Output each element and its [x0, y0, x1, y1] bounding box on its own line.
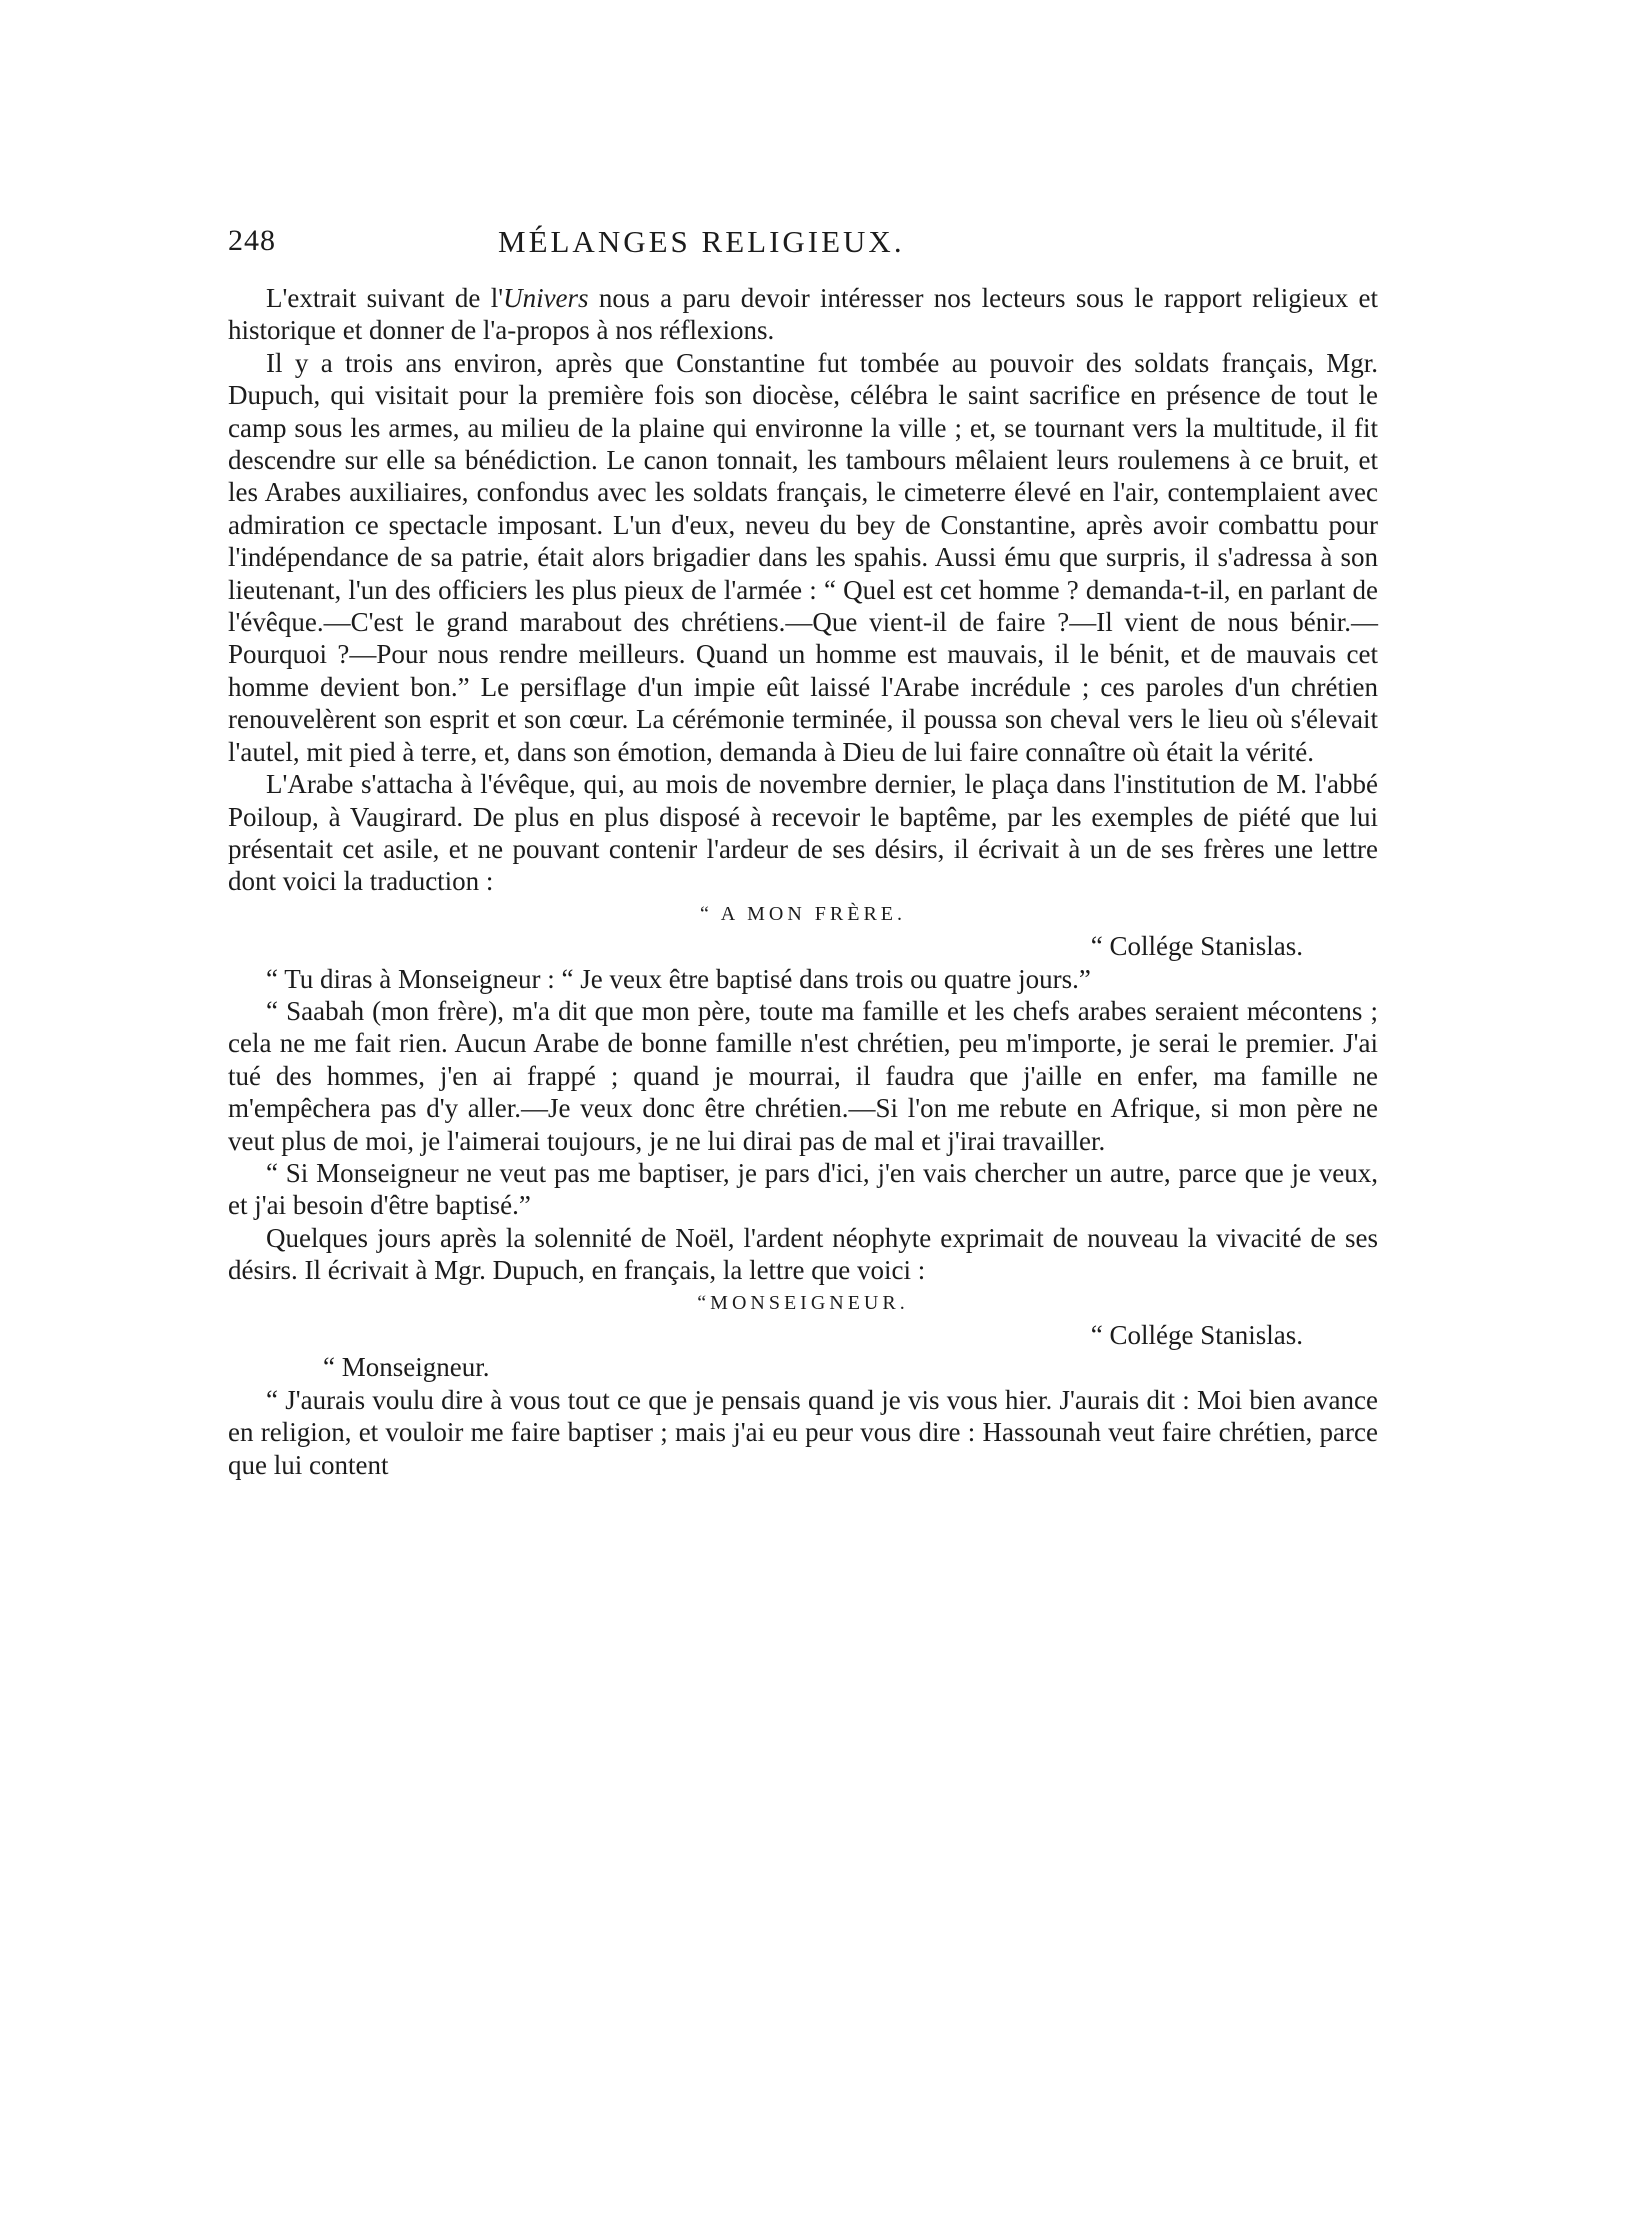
letter1-paragraph-3: “ Si Monseigneur ne veut pas me baptiser, je pars d'ici, j'en vais chercher un autre, parce que je veux, et j'ai besoin d'être baptisé.”: [228, 1157, 1378, 1221]
intro-source-title: Univers: [503, 283, 589, 313]
paragraph-vaugirard: L'Arabe s'attacha à l'évêque, qui, au mois de novembre dernier, le plaça dans l'institution de M. l'abbé Poiloup, à Vaugirard. De plus en plus disposé à recevoir le baptême, par les exemples de piété que lui présentait cet asile, et ne pouvant contenir l'ardeur de ses désirs, il écrivait à un de ses frères une lettre dont voici la traduction :: [228, 769, 1378, 897]
letter2-salutation: “ Monseigneur.: [323, 1352, 490, 1383]
letter2-paragraph-1: “ J'aurais voulu dire à vous tout ce que je pensais quand je vis vous hier. J'aurais dit : Moi bien avance en religion, et vouloir me faire baptiser ; mais j'ai eu peur vous dire : Hassounah veut faire chrétien, parce que lui content: [228, 1384, 1378, 1480]
running-head: [228, 224, 1378, 268]
intro-text-end: nous a paru devoir intéresser nos lecteurs sous le rapport religieux et historique et donner de l'a-propos à nos réflexions.: [228, 283, 1378, 346]
letter1-heading: “ A MON FRÈRE.: [699, 902, 907, 925]
article-body: [228, 282, 1378, 1481]
running-title: MÉLANGES RELIGIEUX.: [498, 224, 905, 259]
letter1-paragraph-2: “ Saabah (mon frère), m'a dit que mon père, toute ma famille et les chefs arabes seraient mécontens ; cela ne me fait rien. Aucun Arabe de bonne famille n'est chrétien, peu m'importe, je serai le premier. J'ai tué des hommes, j'en ai frappé ; quand je mourrai, il faudra que j'aille en enfer, ma famille ne m'empêchera pas d'y aller.—Je veux donc être chrétien.—Si l'on me rebute en Afrique, si mon père ne veut plus de moi, je l'aimerai toujours, je ne lui dirai pas de mal et j'irai travailler.: [228, 995, 1378, 1156]
letter2-heading: “MONSEIGNEUR.: [697, 1291, 909, 1314]
intro-text-start: L'extrait suivant de l': [266, 283, 504, 313]
paragraph-noel: Quelques jours après la solennité de Noël, l'ardent néophyte exprimait de nouveau la vivacité de ses désirs. Il écrivait à Mgr. Dupuch, en français, la lettre que voici :: [228, 1222, 1378, 1286]
page-number: 248: [228, 224, 276, 257]
intro-paragraph: [228, 282, 1378, 347]
paragraph-constantine: Il y a trois ans environ, après que Constantine fut tombée au pouvoir des soldats français, Mgr. Dupuch, qui visitait pour la première fois son diocèse, célébra le saint sacrifice en présence de tout le camp sous les armes, au milieu de la plaine qui environne la ville ; et, se tournant vers la multitude, il fit descendre sur elle sa bénédiction. Le canon tonnait, les tambours mêlaient leurs roulemens à ce bruit, et les Arabes auxiliaires, confondus avec les soldats français, le cimeterre élevé en l'air, contemplaient avec admiration ce spectacle imposant. L'un d'eux, neveu du bey de Constantine, après avoir combattu pour l'indépendance de sa patrie, était alors brigadier dans les spahis. Aussi ému que surpris, il s'adressa à son lieutenant, l'un des officiers les plus pieux de l'armée : “ Quel est cet homme ? demanda-t-il, en parlant de l'évêque.—C'est le grand marabout des chrétiens.—Que vient-il de faire ?—Il vient de nous bénir.—Pourquoi ?—Pour nous rendre meilleurs. Quand un homme est mauvais, il le bénit, et de mauvais cet homme devient bon.” Le persiflage d'un impie eût laissé l'Arabe incrédule ; ces paroles d'un chrétien renouvelèrent son esprit et son cœur. La cérémonie terminée, il poussa son cheval vers le lieu où s'élevait l'autel, mit pied à terre, et, dans son émotion, demanda à Dieu de lui faire connaître où était la vérité.: [228, 347, 1378, 767]
letter1-paragraph-1: “ Tu diras à Monseigneur : “ Je veux être baptisé dans trois ou quatre jours.”: [266, 963, 1091, 994]
letter2-place: “ Collége Stanislas.: [1090, 1320, 1303, 1350]
letter1-place: “ Collége Stanislas.: [1090, 931, 1303, 962]
